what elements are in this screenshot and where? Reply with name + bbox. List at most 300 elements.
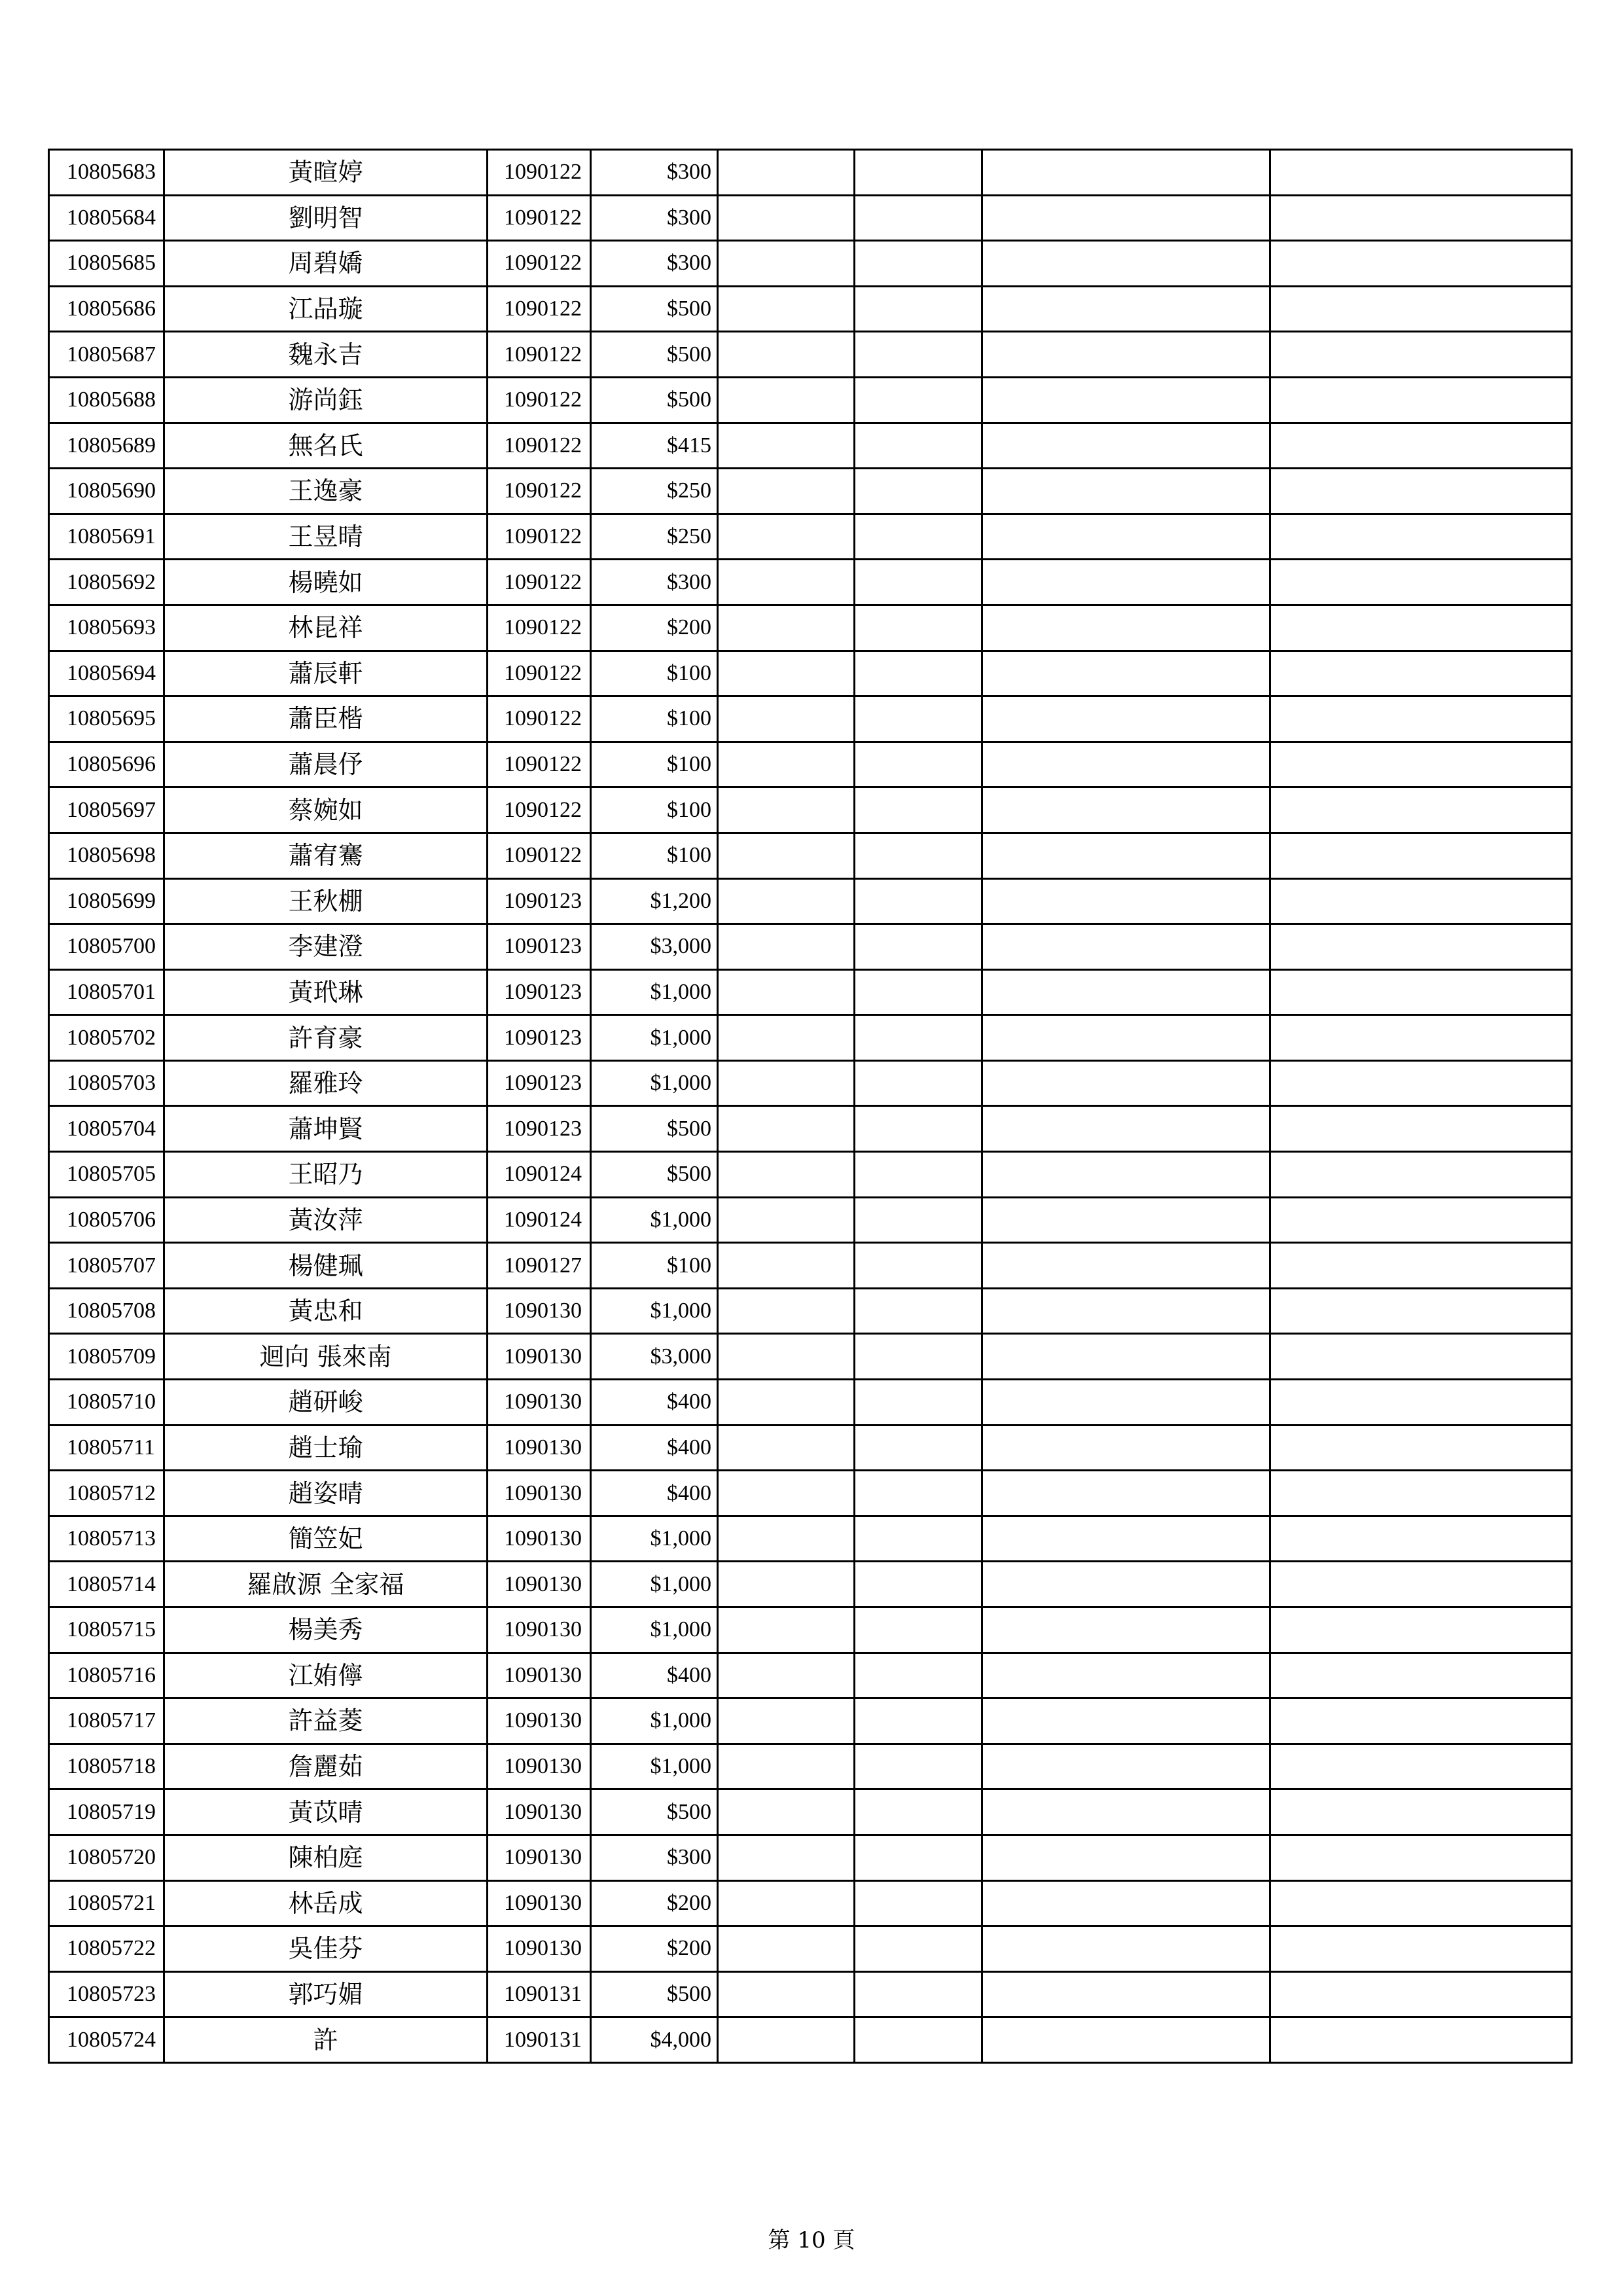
date-cell: 1090122: [488, 150, 591, 196]
date-cell: 1090122: [488, 469, 591, 514]
empty-cell: [982, 969, 1270, 1015]
amount-cell: $100: [591, 833, 718, 878]
empty-cell: [1270, 1653, 1572, 1698]
date-cell: 1090122: [488, 332, 591, 378]
receipt-number-cell: 10805717: [49, 1698, 164, 1744]
date-cell: 1090124: [488, 1152, 591, 1198]
empty-cell: [855, 1334, 982, 1380]
empty-cell: [855, 1744, 982, 1789]
table-row: [49, 1334, 1572, 1380]
amount-cell: $500: [591, 1152, 718, 1198]
empty-cell: [1270, 787, 1572, 833]
receipt-number-cell: 10805702: [49, 1015, 164, 1061]
date-cell: 1090130: [488, 1698, 591, 1744]
amount-cell: $300: [591, 150, 718, 196]
date-cell: 1090130: [488, 1789, 591, 1835]
donor-name-cell: 楊美秀: [164, 1607, 488, 1653]
empty-cell: [1270, 1744, 1572, 1789]
empty-cell: [718, 651, 855, 696]
empty-cell: [1270, 833, 1572, 878]
empty-cell: [1270, 1197, 1572, 1243]
date-cell: 1090130: [488, 1334, 591, 1380]
receipt-number-cell: 10805701: [49, 969, 164, 1015]
table-row: [49, 1243, 1572, 1289]
amount-cell: $200: [591, 1926, 718, 1972]
donor-name-cell: 蕭坤賢: [164, 1106, 488, 1152]
empty-cell: [982, 1380, 1270, 1426]
table-row: [49, 1971, 1572, 2017]
empty-cell: [1270, 1380, 1572, 1426]
date-cell: 1090130: [488, 1288, 591, 1334]
amount-cell: $1,000: [591, 1562, 718, 1607]
empty-cell: [982, 696, 1270, 742]
empty-cell: [718, 878, 855, 924]
amount-cell: $200: [591, 1880, 718, 1926]
empty-cell: [855, 605, 982, 651]
receipt-number-cell: 10805700: [49, 924, 164, 970]
table-row: [49, 241, 1572, 287]
empty-cell: [718, 1060, 855, 1106]
table-row: [49, 1516, 1572, 1562]
receipt-number-cell: 10805716: [49, 1653, 164, 1698]
date-cell: 1090130: [488, 1926, 591, 1972]
empty-cell: [855, 1471, 982, 1516]
empty-cell: [1270, 469, 1572, 514]
amount-cell: $250: [591, 469, 718, 514]
empty-cell: [982, 1971, 1270, 2017]
empty-cell: [718, 332, 855, 378]
amount-cell: $300: [591, 241, 718, 287]
empty-cell: [855, 696, 982, 742]
donor-name-cell: 周碧嬌: [164, 241, 488, 287]
table-row: [49, 833, 1572, 878]
receipt-number-cell: 10805683: [49, 150, 164, 196]
amount-cell: $300: [591, 195, 718, 241]
empty-cell: [718, 286, 855, 332]
empty-cell: [1270, 1106, 1572, 1152]
table-row: [49, 1152, 1572, 1198]
receipt-number-cell: 10805695: [49, 696, 164, 742]
amount-cell: $500: [591, 377, 718, 423]
empty-cell: [982, 195, 1270, 241]
empty-cell: [1270, 2017, 1572, 2063]
receipt-number-cell: 10805718: [49, 1744, 164, 1789]
empty-cell: [1270, 969, 1572, 1015]
date-cell: 1090130: [488, 1425, 591, 1471]
empty-cell: [855, 787, 982, 833]
empty-cell: [718, 560, 855, 605]
empty-cell: [1270, 1334, 1572, 1380]
donor-name-cell: 黃玳琳: [164, 969, 488, 1015]
empty-cell: [718, 514, 855, 560]
empty-cell: [1270, 1425, 1572, 1471]
date-cell: 1090122: [488, 195, 591, 241]
date-cell: 1090130: [488, 1880, 591, 1926]
receipt-number-cell: 10805712: [49, 1471, 164, 1516]
donor-name-cell: 劉明智: [164, 195, 488, 241]
table-row: [49, 1197, 1572, 1243]
donor-name-cell: 詹麗茹: [164, 1744, 488, 1789]
donor-name-cell: 魏永吉: [164, 332, 488, 378]
table-row: [49, 1926, 1572, 1972]
empty-cell: [1270, 1789, 1572, 1835]
table-row: [49, 514, 1572, 560]
donor-name-cell: 王逸豪: [164, 469, 488, 514]
date-cell: 1090122: [488, 605, 591, 651]
date-cell: 1090122: [488, 423, 591, 469]
empty-cell: [855, 560, 982, 605]
date-cell: 1090130: [488, 1744, 591, 1789]
donor-name-cell: 黃苡晴: [164, 1789, 488, 1835]
receipt-number-cell: 10805685: [49, 241, 164, 287]
amount-cell: $1,000: [591, 1698, 718, 1744]
empty-cell: [718, 1516, 855, 1562]
receipt-number-cell: 10805713: [49, 1516, 164, 1562]
date-cell: 1090123: [488, 969, 591, 1015]
donor-name-cell: 趙士瑜: [164, 1425, 488, 1471]
table-row: [49, 2017, 1572, 2063]
table-row: [49, 605, 1572, 651]
table-row: [49, 1015, 1572, 1061]
amount-cell: $3,000: [591, 924, 718, 970]
amount-cell: $200: [591, 605, 718, 651]
empty-cell: [718, 924, 855, 970]
donor-name-cell: 簡笠妃: [164, 1516, 488, 1562]
receipt-number-cell: 10805706: [49, 1197, 164, 1243]
donor-name-cell: 許益菱: [164, 1698, 488, 1744]
donor-name-cell: 無名氏: [164, 423, 488, 469]
empty-cell: [855, 241, 982, 287]
amount-cell: $1,000: [591, 1516, 718, 1562]
empty-cell: [982, 423, 1270, 469]
empty-cell: [982, 1425, 1270, 1471]
receipt-number-cell: 10805690: [49, 469, 164, 514]
empty-cell: [718, 423, 855, 469]
receipt-number-cell: 10805696: [49, 742, 164, 787]
empty-cell: [1270, 742, 1572, 787]
date-cell: 1090131: [488, 2017, 591, 2063]
empty-cell: [718, 1197, 855, 1243]
donor-name-cell: 趙姿晴: [164, 1471, 488, 1516]
empty-cell: [855, 195, 982, 241]
empty-cell: [982, 1516, 1270, 1562]
donor-name-cell: 林昆祥: [164, 605, 488, 651]
empty-cell: [855, 651, 982, 696]
table-row: [49, 742, 1572, 787]
empty-cell: [718, 833, 855, 878]
table-row: [49, 651, 1572, 696]
empty-cell: [982, 377, 1270, 423]
empty-cell: [1270, 1880, 1572, 1926]
receipt-number-cell: 10805705: [49, 1152, 164, 1198]
amount-cell: $500: [591, 1971, 718, 2017]
empty-cell: [1270, 560, 1572, 605]
donor-name-cell: 黃忠和: [164, 1288, 488, 1334]
empty-cell: [1270, 1835, 1572, 1880]
empty-cell: [855, 1197, 982, 1243]
empty-cell: [1270, 605, 1572, 651]
table-row: [49, 332, 1572, 378]
amount-cell: $100: [591, 787, 718, 833]
date-cell: 1090123: [488, 878, 591, 924]
empty-cell: [982, 241, 1270, 287]
empty-cell: [982, 1789, 1270, 1835]
empty-cell: [718, 1288, 855, 1334]
donor-name-cell: 蕭晨伃: [164, 742, 488, 787]
date-cell: 1090123: [488, 1015, 591, 1061]
donor-name-cell: 李建澄: [164, 924, 488, 970]
receipt-number-cell: 10805689: [49, 423, 164, 469]
donor-name-cell: 黃汝萍: [164, 1197, 488, 1243]
donor-name-cell: 吳佳芬: [164, 1926, 488, 1972]
amount-cell: $300: [591, 1835, 718, 1880]
date-cell: 1090127: [488, 1243, 591, 1289]
empty-cell: [982, 1152, 1270, 1198]
empty-cell: [718, 1152, 855, 1198]
table-row: [49, 195, 1572, 241]
table-row: [49, 1106, 1572, 1152]
receipt-number-cell: 10805692: [49, 560, 164, 605]
empty-cell: [982, 1926, 1270, 1972]
table-row: [49, 1471, 1572, 1516]
date-cell: 1090130: [488, 1380, 591, 1426]
empty-cell: [982, 1243, 1270, 1289]
empty-cell: [982, 1880, 1270, 1926]
table-row: [49, 560, 1572, 605]
empty-cell: [982, 878, 1270, 924]
empty-cell: [718, 1243, 855, 1289]
donor-name-cell: 江姷儜: [164, 1653, 488, 1698]
empty-cell: [718, 469, 855, 514]
date-cell: 1090122: [488, 696, 591, 742]
receipt-number-cell: 10805710: [49, 1380, 164, 1426]
date-cell: 1090130: [488, 1516, 591, 1562]
table-row: [49, 1562, 1572, 1607]
date-cell: 1090123: [488, 1106, 591, 1152]
empty-cell: [718, 1789, 855, 1835]
table-row: [49, 377, 1572, 423]
empty-cell: [1270, 1015, 1572, 1061]
date-cell: 1090130: [488, 1653, 591, 1698]
empty-cell: [982, 1471, 1270, 1516]
table-row: [49, 1380, 1572, 1426]
empty-cell: [718, 1380, 855, 1426]
empty-cell: [1270, 1698, 1572, 1744]
receipt-number-cell: 10805686: [49, 286, 164, 332]
receipt-number-cell: 10805697: [49, 787, 164, 833]
empty-cell: [855, 1698, 982, 1744]
empty-cell: [718, 1562, 855, 1607]
empty-cell: [855, 1288, 982, 1334]
table-row: [49, 1653, 1572, 1698]
date-cell: 1090123: [488, 1060, 591, 1106]
empty-cell: [1270, 1516, 1572, 1562]
amount-cell: $500: [591, 1789, 718, 1835]
date-cell: 1090130: [488, 1607, 591, 1653]
empty-cell: [1270, 332, 1572, 378]
table-row: [49, 696, 1572, 742]
empty-cell: [718, 1926, 855, 1972]
empty-cell: [982, 1698, 1270, 1744]
empty-cell: [1270, 1243, 1572, 1289]
empty-cell: [1270, 1288, 1572, 1334]
empty-cell: [982, 1288, 1270, 1334]
empty-cell: [718, 1653, 855, 1698]
amount-cell: $415: [591, 423, 718, 469]
empty-cell: [1270, 651, 1572, 696]
empty-cell: [718, 969, 855, 1015]
empty-cell: [982, 150, 1270, 196]
empty-cell: [718, 1744, 855, 1789]
empty-cell: [718, 1471, 855, 1516]
date-cell: 1090124: [488, 1197, 591, 1243]
empty-cell: [1270, 878, 1572, 924]
date-cell: 1090122: [488, 833, 591, 878]
amount-cell: $400: [591, 1425, 718, 1471]
donor-name-cell: 郭巧媚: [164, 1971, 488, 2017]
empty-cell: [855, 1789, 982, 1835]
donor-name-cell: 游尚鈺: [164, 377, 488, 423]
table-row: [49, 969, 1572, 1015]
empty-cell: [855, 924, 982, 970]
empty-cell: [982, 833, 1270, 878]
empty-cell: [718, 605, 855, 651]
amount-cell: $1,000: [591, 1197, 718, 1243]
empty-cell: [1270, 377, 1572, 423]
empty-cell: [982, 1060, 1270, 1106]
receipt-number-cell: 10805693: [49, 605, 164, 651]
date-cell: 1090122: [488, 286, 591, 332]
receipt-number-cell: 10805703: [49, 1060, 164, 1106]
empty-cell: [855, 1653, 982, 1698]
date-cell: 1090122: [488, 560, 591, 605]
empty-cell: [1270, 924, 1572, 970]
amount-cell: $1,200: [591, 878, 718, 924]
table-row: [49, 1060, 1572, 1106]
receipt-number-cell: 10805704: [49, 1106, 164, 1152]
empty-cell: [1270, 1152, 1572, 1198]
empty-cell: [982, 1562, 1270, 1607]
empty-cell: [855, 1425, 982, 1471]
empty-cell: [855, 1516, 982, 1562]
amount-cell: $1,000: [591, 1744, 718, 1789]
receipt-number-cell: 10805709: [49, 1334, 164, 1380]
empty-cell: [1270, 1607, 1572, 1653]
empty-cell: [718, 2017, 855, 2063]
receipt-number-cell: 10805684: [49, 195, 164, 241]
empty-cell: [982, 332, 1270, 378]
receipt-number-cell: 10805722: [49, 1926, 164, 1972]
table-row: [49, 1880, 1572, 1926]
receipt-number-cell: 10805715: [49, 1607, 164, 1653]
table-row: [49, 286, 1572, 332]
receipt-number-cell: 10805688: [49, 377, 164, 423]
empty-cell: [1270, 195, 1572, 241]
empty-cell: [982, 469, 1270, 514]
date-cell: 1090122: [488, 787, 591, 833]
date-cell: 1090130: [488, 1471, 591, 1516]
empty-cell: [982, 1106, 1270, 1152]
donor-name-cell: 許: [164, 2017, 488, 2063]
empty-cell: [982, 1653, 1270, 1698]
table-row: [49, 1789, 1572, 1835]
receipt-number-cell: 10805723: [49, 1971, 164, 2017]
empty-cell: [718, 1698, 855, 1744]
donor-name-cell: 蕭宥騫: [164, 833, 488, 878]
empty-cell: [855, 377, 982, 423]
empty-cell: [1270, 1562, 1572, 1607]
empty-cell: [855, 1971, 982, 2017]
table-row: [49, 1607, 1572, 1653]
date-cell: 1090122: [488, 742, 591, 787]
table-row: [49, 787, 1572, 833]
empty-cell: [855, 1835, 982, 1880]
amount-cell: $3,000: [591, 1334, 718, 1380]
empty-cell: [855, 1106, 982, 1152]
empty-cell: [855, 1060, 982, 1106]
receipt-number-cell: 10805687: [49, 332, 164, 378]
receipt-number-cell: 10805714: [49, 1562, 164, 1607]
donor-name-cell: 許育豪: [164, 1015, 488, 1061]
date-cell: 1090122: [488, 651, 591, 696]
amount-cell: $4,000: [591, 2017, 718, 2063]
empty-cell: [982, 605, 1270, 651]
receipt-number-cell: 10805719: [49, 1789, 164, 1835]
empty-cell: [855, 969, 982, 1015]
empty-cell: [982, 286, 1270, 332]
donor-name-cell: 黃暄婷: [164, 150, 488, 196]
date-cell: 1090130: [488, 1835, 591, 1880]
receipt-number-cell: 10805694: [49, 651, 164, 696]
empty-cell: [855, 878, 982, 924]
empty-cell: [718, 1835, 855, 1880]
table-row: [49, 924, 1572, 970]
empty-cell: [855, 1607, 982, 1653]
table-row: [49, 1698, 1572, 1744]
table-row: [49, 1744, 1572, 1789]
amount-cell: $500: [591, 286, 718, 332]
empty-cell: [855, 1926, 982, 1972]
empty-cell: [718, 377, 855, 423]
donor-name-cell: 江品璇: [164, 286, 488, 332]
amount-cell: $100: [591, 742, 718, 787]
empty-cell: [718, 150, 855, 196]
empty-cell: [718, 1425, 855, 1471]
receipt-number-cell: 10805707: [49, 1243, 164, 1289]
receipt-number-cell: 10805711: [49, 1425, 164, 1471]
page-number: 第 10 頁: [768, 2227, 855, 2253]
empty-cell: [1270, 241, 1572, 287]
empty-cell: [982, 924, 1270, 970]
empty-cell: [718, 1106, 855, 1152]
amount-cell: $100: [591, 1243, 718, 1289]
donor-name-cell: 楊健珮: [164, 1243, 488, 1289]
date-cell: 1090122: [488, 241, 591, 287]
empty-cell: [855, 1562, 982, 1607]
empty-cell: [1270, 150, 1572, 196]
empty-cell: [855, 332, 982, 378]
empty-cell: [855, 1880, 982, 1926]
table-row: [49, 150, 1572, 196]
date-cell: 1090122: [488, 514, 591, 560]
amount-cell: $1,000: [591, 1060, 718, 1106]
empty-cell: [982, 514, 1270, 560]
empty-cell: [1270, 696, 1572, 742]
empty-cell: [718, 787, 855, 833]
empty-cell: [855, 1380, 982, 1426]
donor-name-cell: 羅雅玲: [164, 1060, 488, 1106]
empty-cell: [855, 1152, 982, 1198]
